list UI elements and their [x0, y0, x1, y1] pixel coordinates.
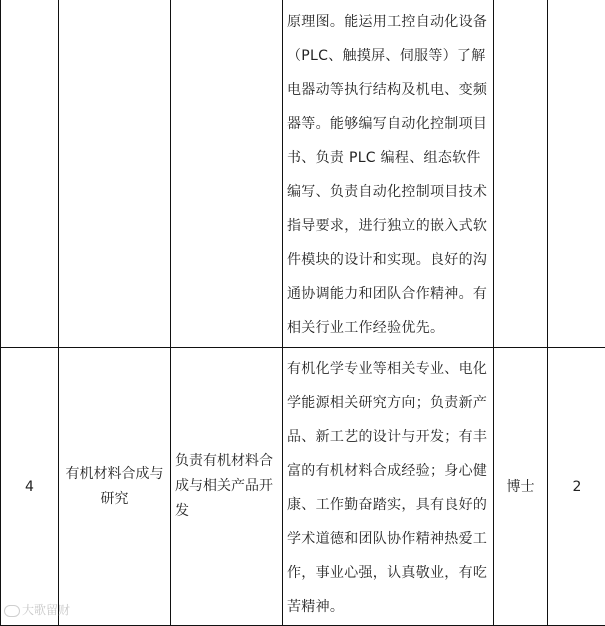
table-row [1, 348, 605, 626]
research-direction-text: 有机材料合成与研究 [59, 462, 170, 512]
requirements-cell [283, 348, 494, 626]
watermark-logo-icon [4, 605, 20, 617]
position-description-text: 负责有机材料合成与相关产品开发 [171, 449, 282, 524]
row-index-cell: 4 [1, 348, 59, 626]
position-description-cell [171, 0, 283, 348]
degree-cell [494, 0, 548, 348]
position-description-cell [171, 348, 283, 626]
degree-cell: 博士 [494, 348, 548, 626]
requirements-text: 原理图。能运用工控自动化设备（PLC、触摸屏、伺服等）了解电器动等执行结构及机电、变频器等。能够编写自动化控制项目书、负责 PLC 编程、组态软件编写、负责自动化控制项目技术指导要求，进行独立的嵌入式软件模块的设计和实现。良好的沟通协调能力和团队合作精神。有相关行业工作经验优先。 [283, 3, 493, 345]
research-direction-cell [59, 348, 171, 626]
headcount-cell: 2 [548, 348, 605, 626]
requirements-cell [283, 0, 494, 348]
table-row [1, 0, 605, 348]
requirements-text: 有机化学专业等相关专业、电化学能源相关研究方向；负责新产品、新工艺的设计与开发；有丰富的有机材料合成经验；身心健康、工作勤奋踏实，具有良好的学术道德和团队协作精神热爱工作，事业心强，认真敬业，有吃苦精神。 [283, 350, 493, 624]
headcount-cell [548, 0, 605, 348]
row-index-cell [1, 0, 59, 348]
research-direction-cell [59, 0, 171, 348]
watermark: 大歌留财 [4, 601, 70, 618]
